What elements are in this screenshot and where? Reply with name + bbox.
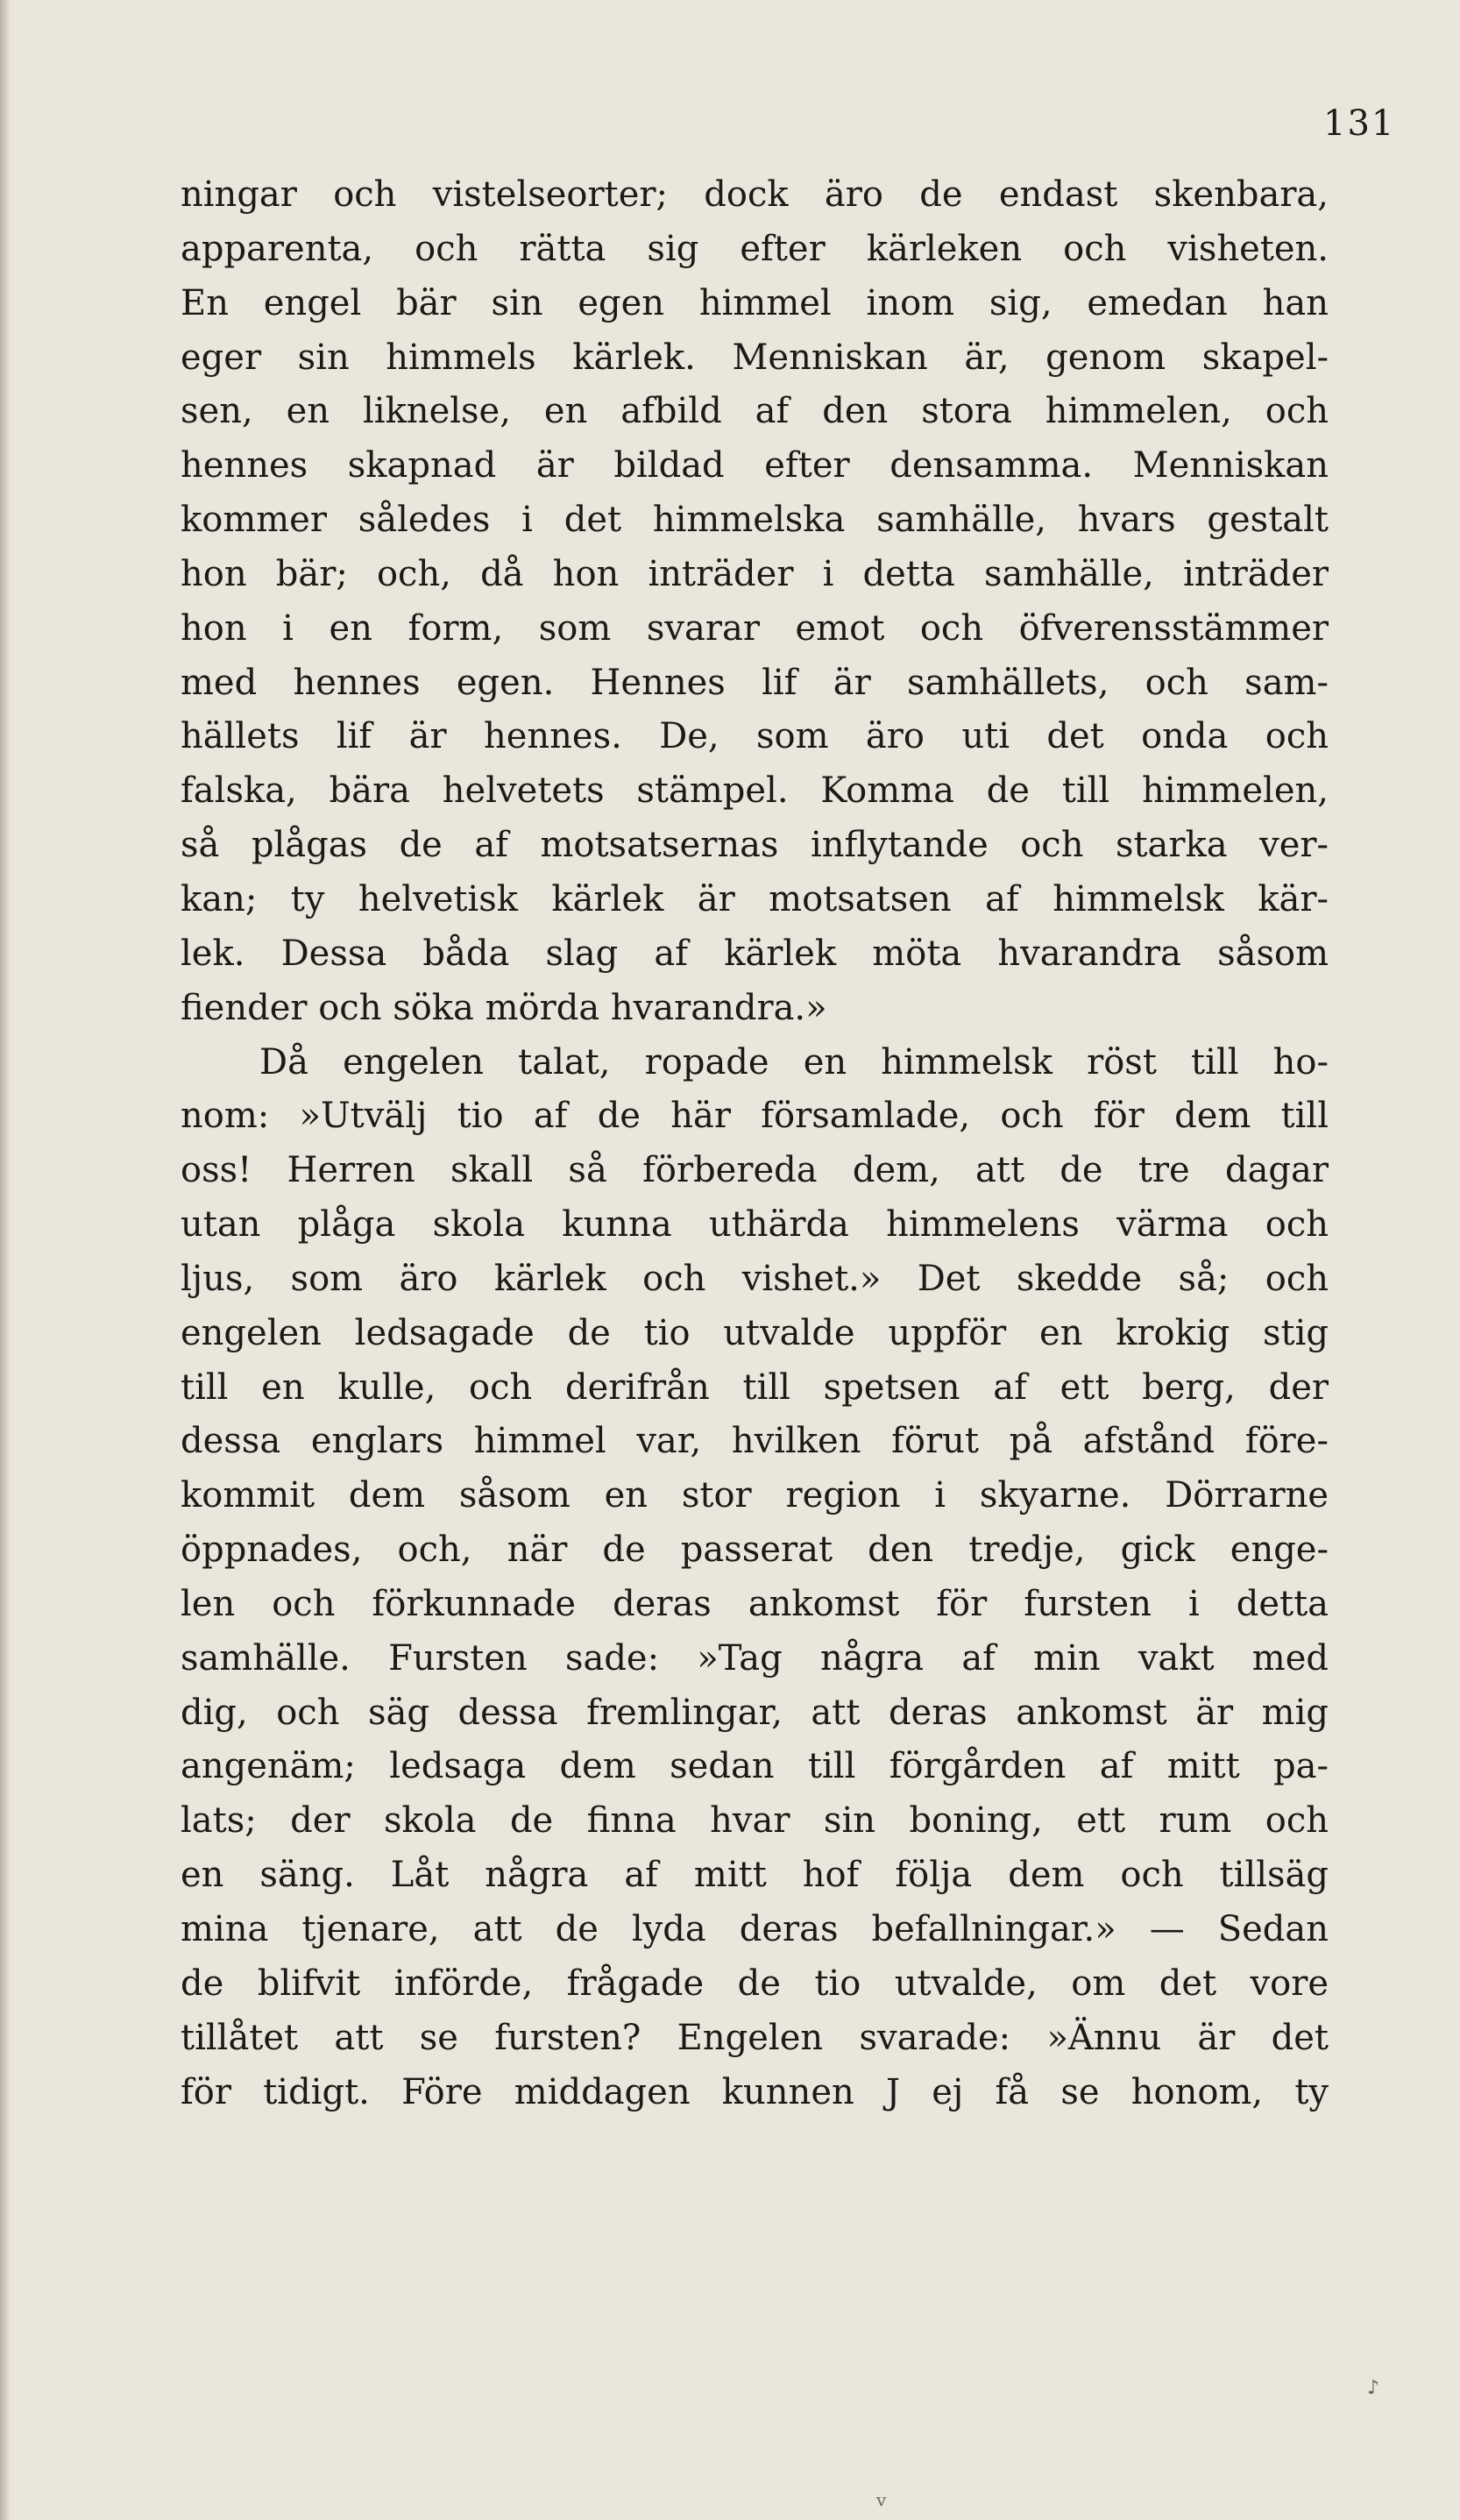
text-line: de blifvit införde, frågade de tio utvalde, om det vore: [181, 1963, 1329, 2004]
text-line: mina tjenare, att de lyda deras befallningar.» — Sedan: [181, 1909, 1329, 1949]
text-line: falska, bära helvetets stämpel. Komma de till himmelen,: [181, 770, 1329, 812]
text-line: fiender och söka mörda hvarandra.»: [181, 987, 827, 1028]
text-line: engelen ledsagade de tio utvalde uppför en krokig stig: [181, 1312, 1329, 1353]
text-line: sen, en liknelse, en afbild af den stora himmelen, och: [181, 391, 1329, 432]
text-line: samhälle. Fursten sade: »Tag några af min vakt med: [181, 1637, 1329, 1679]
text-line: hällets lif är hennes. De, som äro uti det onda och: [181, 716, 1329, 757]
text-line: angenäm; ledsaga dem sedan till förgården af mitt pa-: [181, 1746, 1329, 1787]
body-text: [181, 168, 1329, 2119]
text-line: kommit dem såsom en stor region i skyarne. Dörrarne: [181, 1475, 1329, 1516]
text-line: till en kulle, och derifrån till spetsen af ett berg, der: [181, 1366, 1329, 1408]
bottom-mark: v: [876, 2489, 887, 2510]
text-line: en säng. Låt några af mitt hof följa dem och tillsäg: [181, 1855, 1329, 1896]
text-line: apparenta, och rätta sig efter kärleken och visheten.: [181, 228, 1329, 269]
text-line: ljus, som äro kärlek och vishet.» Det skedde så; och: [181, 1258, 1329, 1299]
page-edge: [0, 0, 11, 2520]
text-line: med hennes egen. Hennes lif är samhällets, och sam-: [181, 662, 1329, 703]
text-line: tillåtet att se fursten? Engelen svarade: »Ännu är det: [181, 2017, 1329, 2058]
text-line: för tidigt. Före middagen kunnen J ej få se honom, ty: [181, 2071, 1329, 2112]
text-line: hon bär; och, då hon inträder i detta samhälle, inträder: [181, 553, 1329, 594]
text-line: ningar och vistelseorter; dock äro de endast skenbara,: [181, 174, 1329, 215]
text-line: Då engelen talat, ropade en himmelsk röst till ho-: [259, 1041, 1329, 1083]
text-line: nom: »Utvälj tio af de här församlade, och för dem till: [181, 1096, 1329, 1137]
text-line: eger sin himmels kärlek. Menniskan är, genom skapel-: [181, 337, 1329, 378]
text-line: kommer således i det himmelska samhälle, hvars gestalt: [181, 500, 1329, 541]
text-line: kan; ty helvetisk kärlek är motsatsen af himmelsk kär-: [181, 878, 1329, 919]
text-line: öppnades, och, när de passerat den tredje, gick enge-: [181, 1530, 1329, 1571]
text-line: En engel bär sin egen himmel inom sig, emedan han: [181, 282, 1329, 323]
text-line: så plågas de af motsatsernas inflytande och starka ver-: [181, 825, 1329, 866]
text-line: oss! Herren skall så förbereda dem, att de tre dagar: [181, 1150, 1329, 1191]
text-line: len och förkunnade deras ankomst för fursten i detta: [181, 1583, 1329, 1624]
text-line: lek. Dessa båda slag af kärlek möta hvarandra såsom: [181, 933, 1329, 974]
text-line: utan plåga skola kunna uthärda himmelens värma och: [181, 1204, 1329, 1246]
text-line: hennes skapnad är bildad efter densamma. Menniskan: [181, 445, 1329, 486]
text-line: lats; der skola de finna hvar sin boning, ett rum och: [181, 1800, 1329, 1842]
text-line: dessa englars himmel var, hvilken förut på afstånd före-: [181, 1421, 1329, 1462]
margin-mark: ♪: [1367, 2377, 1380, 2399]
page-number: 131: [1323, 103, 1396, 144]
text-line: hon i en form, som svarar emot och öfverensstämmer: [181, 607, 1329, 649]
text-line: dig, och säg dessa fremlingar, att deras ankomst är mig: [181, 1692, 1329, 1733]
